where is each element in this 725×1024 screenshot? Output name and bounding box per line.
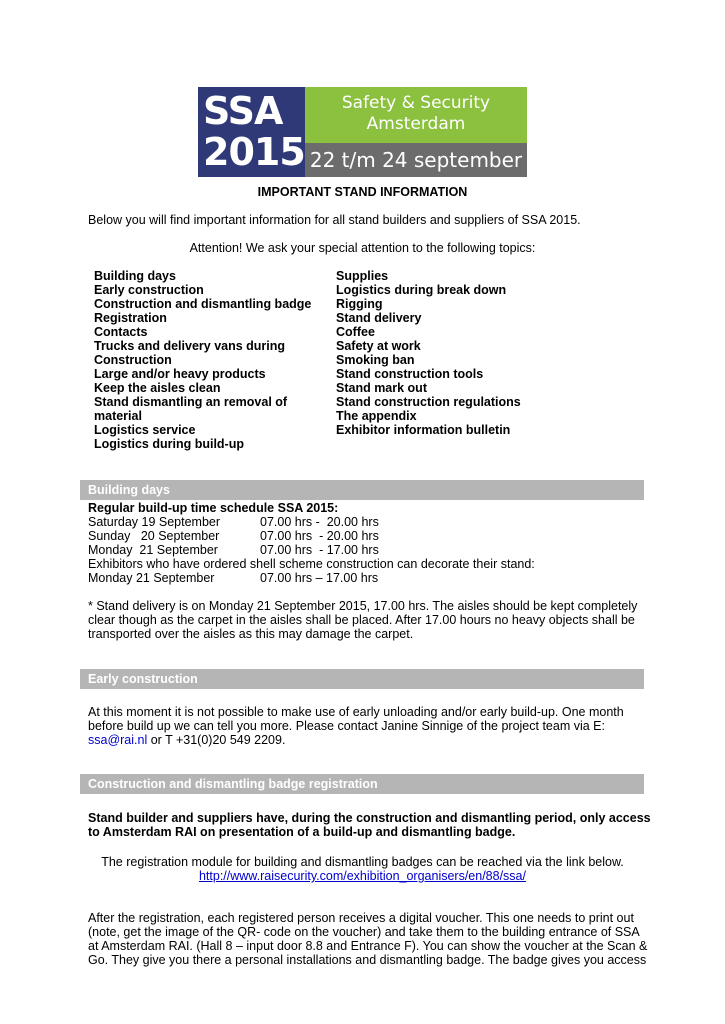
schedule-day: Sunday 20 September (88, 529, 220, 543)
topic-item: Stand construction regulations (336, 395, 521, 409)
intro-text: Below you will find important information for all stand builders and suppliers of SSA 2015. (88, 213, 581, 227)
early-construction-line: before build up we can tell you more. Please contact Janine Sinnige of the project team via E: (88, 719, 605, 733)
topics-left-list (94, 269, 311, 451)
contact-phone-text: or T +31(0)20 549 2209. (147, 733, 286, 747)
schedule-title: Regular build-up time schedule SSA 2015: (88, 501, 339, 515)
section-header-building-days (80, 480, 644, 500)
topic-item: Keep the aisles clean (94, 381, 221, 395)
topic-item: Building days (94, 269, 176, 283)
logo-abbr-line1: SSA (203, 89, 283, 133)
delivery-note-line: transported over the aisles as this may damage the carpet. (88, 627, 414, 641)
topic-item: Registration (94, 311, 167, 325)
registration-module-text: The registration module for building and dismantling badges can be reached via the link below. (101, 855, 624, 869)
topic-item: Logistics during build-up (94, 437, 244, 451)
early-construction-contact (88, 733, 285, 747)
logo-name-block (305, 87, 527, 143)
schedule-day: Monday 21 September (88, 543, 218, 557)
early-construction-line: At this moment it is not possible to make use of early unloading and/or early build-up. One month (88, 705, 624, 719)
topic-item: Supplies (336, 269, 389, 283)
badge-access-notice: to Amsterdam RAI on presentation of a build-up and dismantling badge. (88, 825, 516, 839)
topic-item: Early construction (94, 283, 204, 297)
logo-abbr-block (198, 87, 305, 177)
section-header-label: Construction and dismantling badge registration (88, 777, 378, 791)
topic-item: Coffee (336, 325, 375, 339)
voucher-text-line: (note, get the image of the QR- code on the voucher) and take them to the building entrance of SSA (88, 925, 640, 939)
topic-item: Construction (94, 353, 172, 367)
schedule-time: 07.00 hrs – 17.00 hrs (260, 571, 379, 585)
topic-item: Stand dismantling an removal of (94, 395, 288, 409)
logo-dates: 22 t/m 24 september (309, 148, 523, 172)
topic-item: material (94, 409, 142, 423)
logo-dates-block (305, 143, 527, 177)
contact-email-link[interactable]: ssa@rai.nl (88, 733, 148, 747)
topic-item: Stand construction tools (336, 367, 484, 381)
topic-item: Stand mark out (336, 381, 427, 395)
topic-item: Construction and dismantling badge (94, 297, 312, 311)
registration-link[interactable]: http://www.raisecurity.com/exhibition_organisers/en/88/ssa/ (198, 869, 526, 883)
attention-text: Attention! We ask your special attention to the following topics: (189, 241, 536, 255)
topic-item: Safety at work (336, 339, 421, 353)
section-header-badge-registration (80, 774, 644, 794)
topic-item: The appendix (336, 409, 417, 423)
delivery-note-line: * Stand delivery is on Monday 21 September 2015, 17.00 hrs. The aisles should be kept completely (88, 599, 638, 613)
schedule-time: 07.00 hrs - 17.00 hrs (260, 543, 379, 557)
voucher-text-line: After the registration, each registered person receives a digital voucher. This one needs to print out (88, 911, 634, 925)
topic-item: Logistics service (94, 423, 196, 437)
topics-right-list (336, 269, 521, 437)
voucher-text-line: Go. They give you there a personal installations and dismantling badge. The badge gives you access (88, 953, 647, 967)
logo-abbr-line2: 2015 (203, 130, 305, 174)
topic-item: Smoking ban (336, 353, 415, 367)
topic-item: Large and/or heavy products (94, 367, 266, 381)
page-title: IMPORTANT STAND INFORMATION (257, 185, 468, 199)
topic-item: Logistics during break down (336, 283, 507, 297)
topic-item: Rigging (336, 297, 383, 311)
schedule-day: Saturday 19 September (88, 515, 221, 529)
schedule-time: 07.00 hrs - 20.00 hrs (260, 515, 379, 529)
topic-item: Trucks and delivery vans during (94, 339, 286, 353)
section-header-label: Building days (88, 483, 170, 497)
badge-access-notice: Stand builder and suppliers have, during the construction and dismantling period, only access (88, 811, 651, 825)
shell-scheme-note: Exhibitors who have ordered shell scheme construction can decorate their stand: (88, 557, 535, 571)
schedule-day: Monday 21 September (88, 571, 215, 585)
section-header-label: Early construction (88, 672, 198, 686)
topic-item: Contacts (94, 325, 148, 339)
topic-item: Stand delivery (336, 311, 422, 325)
registration-link-row (0, 869, 725, 883)
schedule-time: 07.00 hrs - 20.00 hrs (260, 529, 379, 543)
delivery-note-line: clear though as the carpet in the aisles shall be placed. After 17.00 hours no heavy objects shall be (88, 613, 635, 627)
logo-name-line1: Safety & Security (341, 93, 491, 113)
ssa-logo (198, 87, 527, 177)
topic-item: Exhibitor information bulletin (336, 423, 511, 437)
voucher-text-line: at Amsterdam RAI. (Hall 8 – input door 8.8 and Entrance F). You can show the voucher at the Scan & (88, 939, 648, 953)
logo-name-line2: Amsterdam (366, 114, 466, 134)
section-header-early-construction (80, 669, 644, 689)
